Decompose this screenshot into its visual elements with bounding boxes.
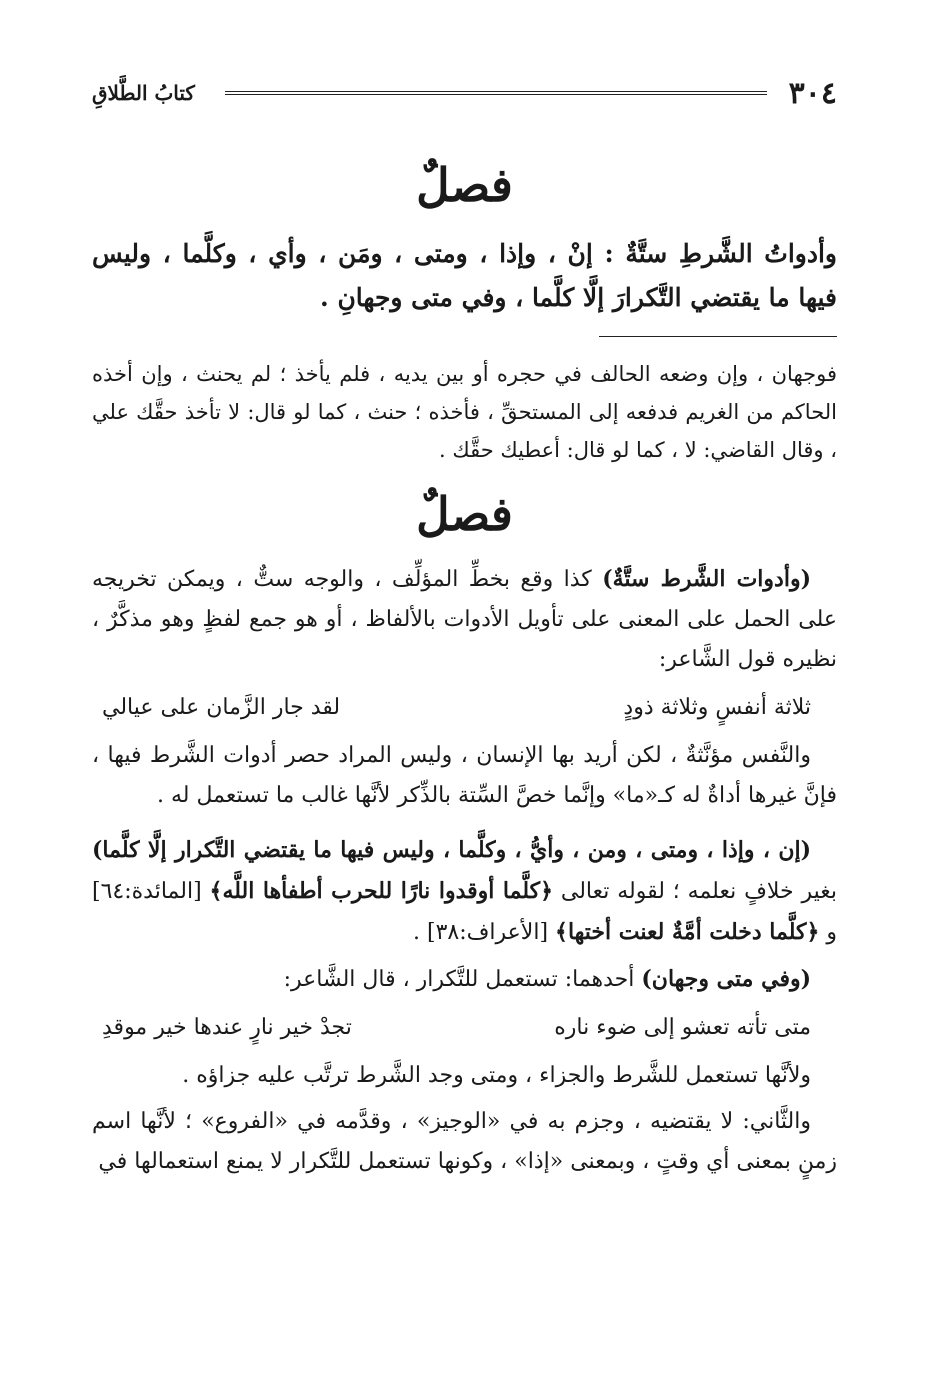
verse-second-hemistich: تجدْ خير نارٍ عندها خير موقدِ (102, 1015, 352, 1040)
commentary-paragraph-2: والنَّفس مؤنَّثةٌ ، لكن أريد بها الإنسان ، وليس المراد حصر أدوات الشَّرط فيها ، فإنَّ غيرها أداةٌ له كـ«ما» وإنَّما خصَّ السِّتة بالذِّكر لأنَّها غالب ما تستعمل له . (92, 743, 837, 808)
commentary-text: أحدهما: تستعمل للتَّكرار ، قال الشَّاعر: (283, 967, 642, 992)
previous-commentary: فوجهان ، وإن وضعه الحالف في حجره أو بين يديه ، فلم يأخذ ؛ لم يحنث ، وإن أخذه الحاكم من الغريم فدفعه إلى المستحقِّ ، فأخذه ؛ حنث ، كما لو قال: لا تأخذ حقَّك علي ، وقال القاضي: لا ، كما لو قال: أعطيك حقَّك . (92, 362, 837, 462)
verse-first-hemistich: ثلاثة أنفسٍ وثلاثة ذودٍ (623, 695, 811, 720)
quran-verse: ﴿كلَّما دخلت أمَّةٌ لعنت أختها﴾ (555, 919, 820, 945)
commentary-paragraph-6: والثَّاني: لا يقتضيه ، وجزم به في «الوجيز» ، وقدَّمه في «الفروع» ؛ لأنَّها اسم زمنٍ بمعنى أي وقتٍ ، وبمعنى «إذا» ، وكونها تستعمل للتَّكرار لا يمنع استعمالها في (92, 1109, 837, 1174)
verse-reference: [الأعراف:٣٨] . (412, 920, 556, 945)
footnote-divider (599, 336, 837, 337)
commentary-text: كذا وقع بخطِّ المؤلِّف ، والوجه ستٌّ ، ويمكن تخريجه على الحمل على المعنى على تأويل الأدوات بالألفاظ ، أو هو جمع لفظٍ وهو مذكَّرٌ ، نظيره قول الشَّاعر: (92, 567, 837, 672)
book-title: كتابُ الطَّلاقِ (92, 81, 195, 105)
quoted-matn: (إن ، وإذا ، ومتى ، ومن ، وأيُّ ، وكلَّما ، وليس فيها ما يقتضي التَّكرار إلَّا كلَّما) (92, 837, 811, 863)
quoted-matn: (وأدوات الشَّرط ستَّةٌ) (602, 566, 811, 592)
poetry-verse-1 (92, 680, 837, 736)
poetry-verse-2 (92, 1000, 837, 1056)
commentary-paragraph-5: ولأنَّها تستعمل للشَّرط والجزاء ، ومتى وجد الشَّرط ترتَّب عليه جزاؤه . (182, 1063, 811, 1088)
verse-second-hemistich: لقد جار الزَّمان على عيالي (102, 695, 341, 720)
book-page (92, 70, 837, 1182)
section-title-commentary: فصلٌ (416, 487, 513, 541)
commentary-text: بغير خلافٍ نعلمه ؛ لقوله تعالى (553, 879, 837, 904)
page-number: ٣٠٤ (788, 75, 837, 111)
verse-first-hemistich: متى تأته تعشو إلى ضوء ناره (554, 1015, 811, 1040)
section-title: فصلٌ (416, 158, 513, 212)
running-header (92, 70, 837, 116)
header-rule (225, 91, 767, 95)
quran-verse: ﴿كلَّما أوقدوا نارًا للحرب أطفأها اللَّه﴾ (209, 878, 553, 904)
commentary-paragraph-1 (92, 559, 837, 680)
quoted-matn: (وفي متى وجهان) (641, 966, 811, 992)
verse-reference: [المائدة:٦٤] و (92, 879, 837, 945)
matn-text: وأدواتُ الشَّرطِ ستَّةٌ : إنْ ، وإذا ، ومتى ، ومَن ، وأي ، وكلَّما ، وليس فيها ما يقتضي التَّكرارَ إلَّا كلَّما ، وفي متى وجهانِ . (92, 239, 837, 312)
commentary-paragraph-3 (92, 830, 837, 953)
commentary-paragraph-4 (92, 959, 837, 1000)
